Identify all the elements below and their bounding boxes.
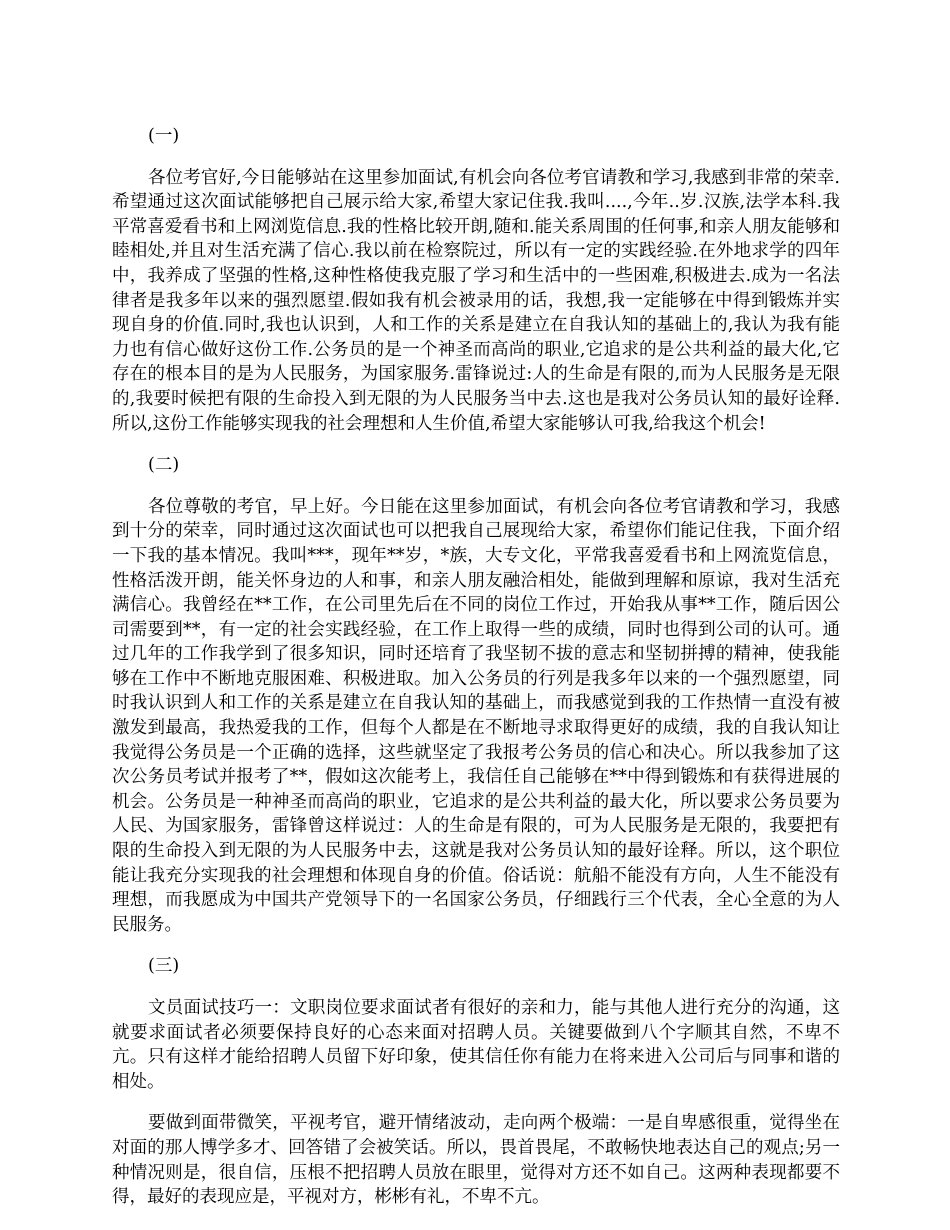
section-2-paragraph-1: 各位尊敬的考官，早上好。今日能在这里参加面试，有机会向各位考官请教和学习，我感到十分的荣幸，同时通过这次面试也可以把我自己展现给大家，希望你们能记住我，下面介绍一下我的基本情况。我叫***，现年**岁，*族，大专文化，平常我喜爱看书和上网流览信息，性格活泼开朗，能关怀身边的人和事，和亲人朋友融洽相处，能做到理解和原谅，我对生活充满信心。我曾经在**工作，在公司里先后在不同的岗位工作过，开始我从事**工作，随后因公司需要到**，有一定的社会实践经验，在工作上取得一些的成绩，同时也得到公司的认可。通过几年的工作我学到了很多知识，同时还培育了我坚韧不拔的意志和坚韧拼搏的精神，使我能够在工作中不断地克服困难、积极进取。加入公务员的行列是我多年以来的一个强烈愿望，同时我认识到人和工作的关系是建立在自我认知的基础上，而我感觉到我的工作热情一直没有被激发到最高，我热爱我的工作，但每个人都是在不断地寻求取得更好的成绩，我的自我认知让我觉得公务员是一个正确的选择，这些就坚定了我报考公务员的信心和决心。所以我参加了这次公务员考试并报考了**，假如这次能考上，我信任自己能够在**中得到锻炼和有获得进展的机会。公务员是一种神圣而高尚的职业，它追求的是公共利益的最大化，所以要求公务员要为人民、为国家服务，雷锋曾这样说过：人的生命是有限的，可为人民服务是无限的，我要把有限的生命投入到无限的为人民服务中去，这就是我对公务员认知的最好诠释。所以，这个职位能让我充分实现我的社会理想和体现自身的价值。俗话说：航船不能没有方向，人生不能没有理想，而我愿成为中国共产党领导下的一名国家公务员，仔细践行三个代表，全心全意的为人民服务。 [112, 496, 840, 935]
section-heading-2: (二) [148, 455, 180, 476]
section-3-paragraph-2: 要做到面带微笑，平视考官，避开情绪波动，走向两个极端：一是自卑感很重，觉得坐在对面的那人博学多才、回答错了会被笑话。所以，畏首畏尾，不敢畅快地表达自己的观点;另一种情况则是，很自信，压根不把招聘人员放在眼里，觉得对方还不如自己。这两种表现都要不得，最好的表现应是，平视对方，彬彬有礼，不卑不亢。 [112, 1113, 840, 1208]
section-1-paragraph-1: 各位考官好,今日能够站在这里参加面试,有机会向各位考官请教和学习,我感到非常的荣幸.希望通过这次面试能够把自己展示给大家,希望大家记住我.我叫....,今年..岁.汉族,法学本科.我平常喜爱看书和上网浏览信息.我的性格比较开朗,随和.能关系周围的任何事,和亲人朋友能够和睦相处,并且对生活充满了信心.我以前在检察院过，所以有一定的实践经验.在外地求学的四年中，我养成了坚强的性格,这种性格使我克服了学习和生活中的一些困难,积极进去.成为一名法律者是我多年以来的强烈愿望.假如我有机会被录用的话，我想,我一定能够在中得到锻炼并实现自身的价值.同时,我也认识到，人和工作的关系是建立在自我认知的基础上的,我认为我有能力也有信心做好这份工作.公务员的是一个神圣而高尚的职业,它追求的是公共利益的最大化,它存在的根本目的是为人民服务，为国家服务.雷锋说过:人的生命是有限的,而为人民服务是无限的,我要时候把有限的生命投入到无限的为人民服务当中去.这也是我对公务员认知的最好诠释.所以,这份工作能够实现我的社会理想和人生价值,希望大家能够认可我,给我这个机会! [112, 167, 840, 434]
section-heading-1: (一) [148, 126, 180, 146]
section-3-paragraph-1: 文员面试技巧一：文职岗位要求面试者有很好的亲和力，能与其他人进行充分的沟通，这就要求面试者必须要保持良好的心态来面对招聘人员。关键要做到八个字顺其自然，不卑不亢。只有这样才能给招聘人员留下好印象，使其信任你有能力在将来进入公司后与同事和谐的相处。 [112, 998, 840, 1092]
section-heading-3: (三) [148, 956, 180, 977]
